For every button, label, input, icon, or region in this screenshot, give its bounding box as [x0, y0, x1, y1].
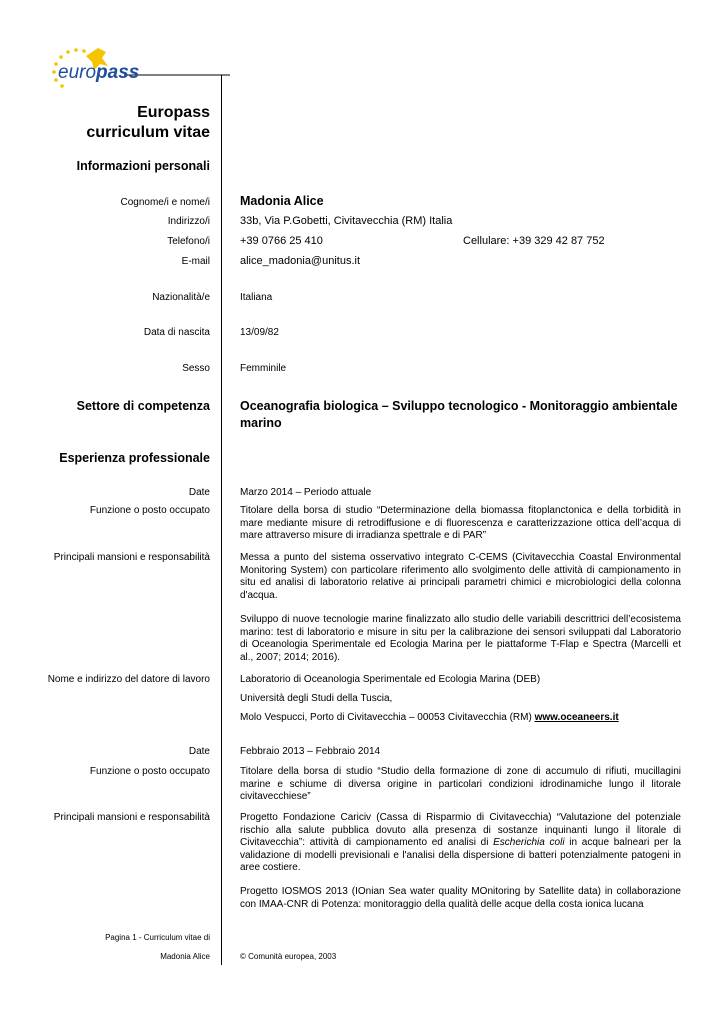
column-divider	[221, 75, 222, 965]
cv-title-line2: curriculum vitae	[86, 124, 210, 141]
birth-label: Data di nascita	[143, 327, 210, 338]
sector-label: Settore di competenza	[76, 399, 210, 413]
sector-value-line1: Oceanografia biologica – Sviluppo tecnologico - Monitoraggio ambientale	[240, 399, 678, 413]
address-label: Indirizzo/i	[167, 216, 210, 227]
phone-value: +39 0766 25 410	[240, 235, 323, 247]
job1-duties1: Messa a punto del sistema osservativo integrato C-CEMS (Civitavecchia Coastal Environmental Monitoring System) con particolare riferimento allo svolgimento delle attività di campionamento in situ ed analisi di laboratorio relative ai principali parametri chimici e microbiologici della colonna d'acqua.	[240, 552, 681, 601]
job1-employer2: Università degli Studi della Tuscia,	[240, 693, 393, 704]
job2-date-label: Date	[188, 746, 210, 757]
job1-date-label: Date	[188, 487, 210, 498]
job2-duties-label: Principali mansioni e responsabilità	[53, 812, 210, 823]
nationality-value: Italiana	[240, 292, 273, 303]
birth-value: 13/09/82	[240, 327, 279, 338]
job2-date: Febbraio 2013 – Febbraio 2014	[240, 746, 381, 757]
email-value: alice_madonia@unitus.it	[240, 255, 361, 267]
footer-copyright: © Comunità europea, 2003	[240, 952, 337, 961]
job1-date: Marzo 2014 – Periodo attuale	[240, 487, 372, 498]
name-label: Cognome/i e nome/i	[120, 197, 210, 208]
sex-label: Sesso	[182, 363, 210, 374]
mobile-value: Cellulare: +39 329 42 87 752	[463, 235, 605, 247]
job1-employer3: Molo Vespucci, Porto di Civitavecchia – 00053 Civitavecchia (RM) www.oceaneers.it	[240, 712, 619, 723]
sex-value: Femminile	[240, 363, 287, 374]
footer-page: Pagina 1 - Curriculum vitae di	[105, 933, 210, 942]
job1-duties2: Sviluppo di nuove tecnologie marine finalizzato allo studio delle variabili descrittrici dell’ecosistema marino: test di laboratorio e misure in situ per la calibrazione dei sensori sviluppati dal Laboratorio di Oceanologia Sperimentale ed Ecologia Marina per le piattaforme T-Flap e Spectra (Marcelli et al., 2007; 2014; 2016).	[240, 614, 681, 663]
name-value: Madonia Alice	[240, 194, 324, 208]
job1-role-label: Funzione o posto occupato	[89, 505, 210, 516]
job1-role: Titolare della borsa di studio “Determinazione della biomassa fitoplanctonica e della torbidità in mare mediante misure di retrodiffusione e di fluorescenza e caratterizzazione ottica dell’acqua di mare attraverso misure di irradianza spettrale e di PAR”	[240, 505, 681, 541]
email-label: E-mail	[181, 256, 210, 267]
job1-duties-label: Principali mansioni e responsabilità	[53, 552, 210, 563]
phone-label: Telefono/i	[167, 236, 210, 247]
job2-duties2: Progetto IOSMOS 2013 (IOnian Sea water quality MOnitoring by Satellite data) in collaborazione con IMAA-CNR di Potenza: monitoraggio della qualità delle acque della costa ionica lucana	[240, 886, 681, 910]
address-value: 33b, Via P.Gobetti, Civitavecchia (RM) Italia	[240, 215, 453, 227]
cv-title-line1: Europass	[137, 104, 210, 121]
job1-employer-label: Nome e indirizzo del datore di lavoro	[47, 674, 210, 685]
nationality-label: Nazionalità/e	[152, 292, 210, 303]
sector-value-line2: marino	[240, 416, 282, 430]
section-experience: Esperienza professionale	[59, 451, 210, 465]
footer-name: Madonia Alice	[160, 952, 210, 961]
employer-website-link[interactable]: www.oceaneers.it	[534, 712, 619, 723]
job2-role-label: Funzione o posto occupato	[89, 766, 210, 777]
section-personal: Informazioni personali	[76, 159, 210, 173]
job2-duties1: Progetto Fondazione Cariciv (Cassa di Risparmio di Civitavecchia) “Valutazione del potenziale rischio alla salute pubblica dovuto alla presenza di sostanze inquinanti lungo il litorale di Civitavecchia”: attività di campionamento ed analisi di Escherichia coli in acque balneari per la validazione di modelli previsionali e l'analisi della dispersione di batteri potenzialmente patogeni in aree costiere.	[240, 812, 681, 873]
europass-wordmark: europass	[58, 62, 140, 83]
job1-employer1: Laboratorio di Oceanologia Sperimentale ed Ecologia Marina (DEB)	[240, 674, 541, 685]
job2-role: Titolare della borsa di studio “Studio della formazione di zone di accumulo di rifiuti, mucillagini marine e schiume di diversa origine in particolari condizioni idrodinamiche lungo il litorale civitavecchiese”	[240, 766, 681, 802]
